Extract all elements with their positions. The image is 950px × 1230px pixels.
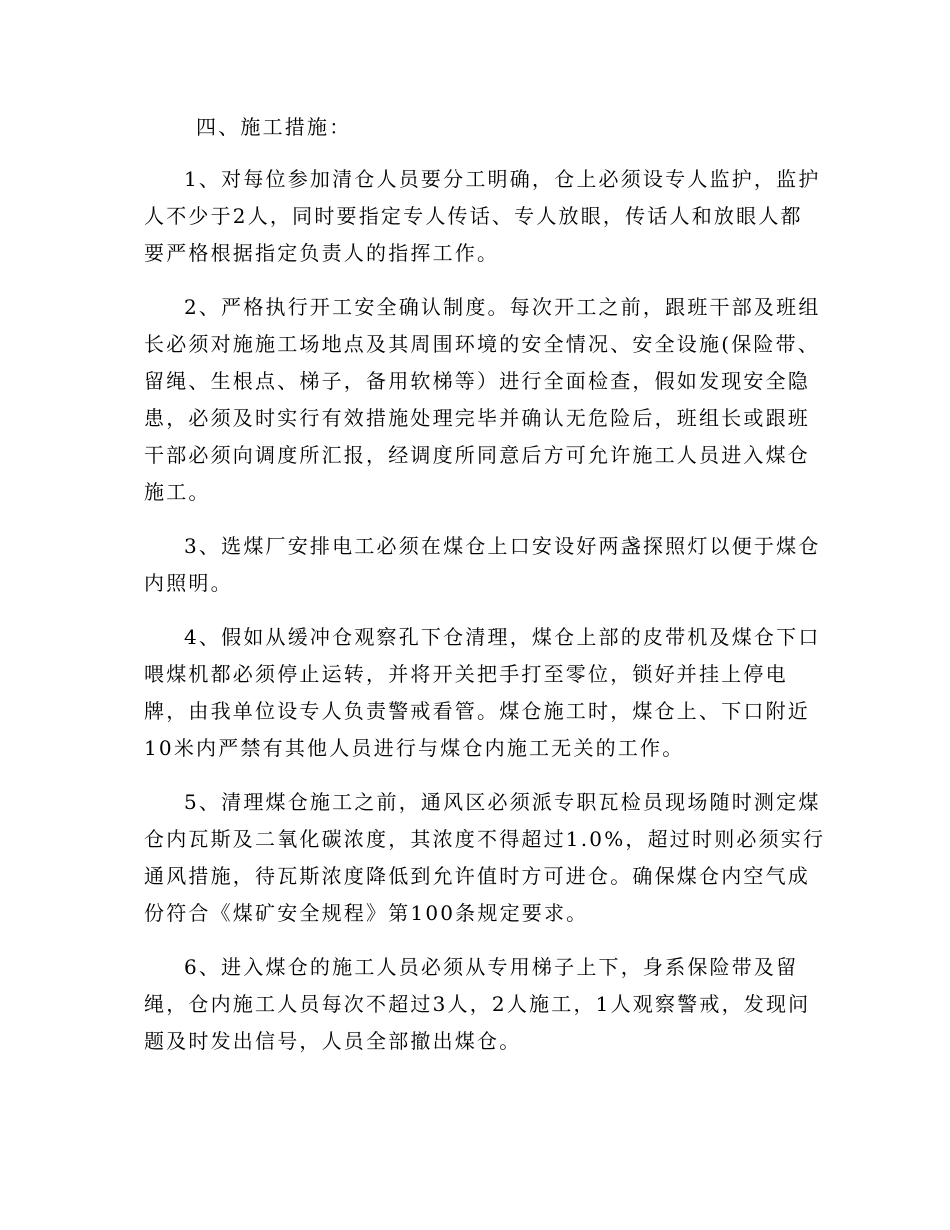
paragraph-2-line-4: 患，必须及时实行有效措施处理完毕并确认无危险后，班组长或跟班 (144, 406, 810, 430)
paragraph-4-line-4: 10米内严禁有其他人员进行与煤仓内施工无关的工作。 (144, 736, 685, 760)
paragraph-3-line-2: 内照明。 (144, 571, 233, 595)
paragraph-2-line-5: 干部必须向调度所汇报，经调度所同意后方可允许施工人员进入煤仓 (144, 443, 810, 467)
paragraph-2-line-1: 2、严格执行开工安全确认制度。每次开工之前，跟班干部及班组 (184, 295, 821, 319)
paragraph-2-line-3: 留绳、生根点、梯子，备用软梯等）进行全面检查，假如发现安全隐 (144, 369, 810, 393)
paragraph-4-line-3: 牌，由我单位设专人负责警戒看管。煤仓施工时，煤仓上、下口附近 (144, 699, 810, 723)
paragraph-2-line-6: 施工。 (144, 480, 211, 504)
paragraph-5-line-4: 份符合《煤矿安全规程》第100条规定要求。 (144, 901, 589, 925)
paragraph-1-line-1: 1、对每位参加清仓人员要分工明确，仓上必须设专人监护，监护 (184, 167, 821, 191)
paragraph-1-line-3: 要严格根据指定负责人的指挥工作。 (144, 241, 500, 265)
paragraph-5-line-1: 5、清理煤仓施工之前，通风区必须派专职瓦检员现场随时测定煤 (184, 790, 821, 814)
paragraph-1-line-2: 人不少于2人，同时要指定专人传话、专人放眼，传话人和放眼人都 (144, 204, 803, 228)
paragraph-5-line-3: 通风措施，待瓦斯浓度降低到允许值时方可进仓。确保煤仓内空气成 (144, 864, 810, 888)
paragraph-6-line-3: 题及时发出信号，人员全部撤出煤仓。 (144, 1029, 522, 1053)
paragraph-6-line-1: 6、进入煤仓的施工人员必须从专用梯子上下，身系保险带及留 (184, 955, 799, 979)
paragraph-5-line-2: 仓内瓦斯及二氧化碳浓度，其浓度不得超过1.0%，超过时则必须实行 (144, 827, 826, 851)
paragraph-4-line-1: 4、假如从缓冲仓观察孔下仓清理，煤仓上部的皮带机及煤仓下口 (184, 625, 821, 649)
paragraph-3-line-1: 3、选煤厂安排电工必须在煤仓上口安设好两盏探照灯以便于煤仓 (184, 534, 821, 558)
paragraph-2-line-2: 长必须对施施工场地点及其周围环境的安全情况、安全设施(保险带、 (144, 332, 821, 356)
section-heading: 四、施工措施： (196, 115, 352, 139)
paragraph-6-line-2: 绳，仓内施工人员每次不超过3人，2人施工，1人观察警戒，发现问 (144, 992, 811, 1016)
paragraph-4-line-2: 喂煤机都必须停止运转，并将开关把手打至零位，锁好并挂上停电 (144, 662, 788, 686)
